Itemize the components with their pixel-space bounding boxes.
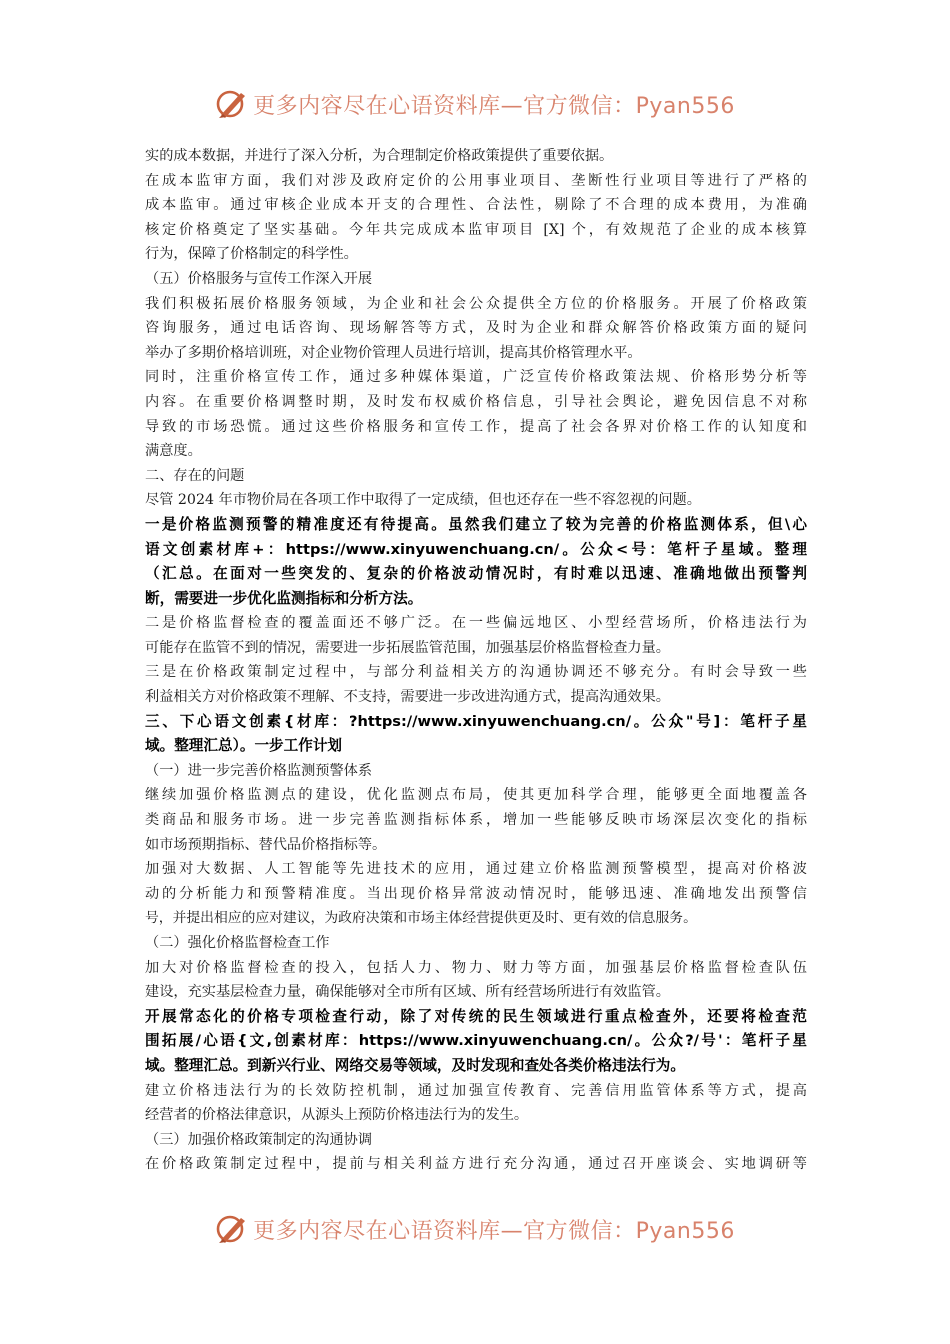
text-line: 我们积极拓展价格服务领域，为企业和社会公众提供全方位的价格服务。开展了价格政策 <box>145 295 807 312</box>
text-line: 导致的市场恐慌。通过这些价格服务和宣传工作，提高了社会各界对价格工作的认知度和 <box>145 418 807 435</box>
pen-logo-icon <box>215 87 249 121</box>
text-line: 在成本监审方面，我们对涉及政府定价的公用事业项目、垄断性行业项目等进行了严格的 <box>145 172 807 189</box>
text-line: 满意度。 <box>145 443 202 460</box>
text-line: 可能存在监管不到的情况，需要进一步拓展监管范围，加强基层价格监督检查力量。 <box>145 639 670 656</box>
text-line: 加大对价格监督检查的投入，包括人力、物力、财力等方面，加强基层价格监督检查队伍 <box>145 959 807 976</box>
text-line: 类商品和服务市场。进一步完善监测指标体系，增加一些能够反映市场深层次变化的指标 <box>145 812 807 829</box>
text-line: 利益相关方对价格政策不理解、不支持，需要进一步改进沟通方式，提高沟通效果。 <box>145 689 670 706</box>
text-line: 举办了多期价格培训班，对企业物价管理人员进行培训，提高其价格管理水平。 <box>145 344 642 361</box>
text-line: 三是在价格政策制定过程中，与部分利益相关方的沟通协调还不够充分。有时会导致一些 <box>145 664 807 681</box>
text-line: 建立价格违法行为的长效防控机制，通过加强宣传教育、完善信用监管体系等方式，提高 <box>145 1082 807 1099</box>
bold-line: （汇总。在面对一些突发的、复杂的价格波动情况时，有时难以迅速、准确地做出预警判 <box>145 565 807 583</box>
document-body <box>145 144 807 1177</box>
text-line: 咨询服务，通过电话咨询、现场解答等方式，及时为企业和群众解答价格政策方面的疑问 <box>145 320 807 337</box>
section-heading: （二）强化价格监督检查工作 <box>145 935 330 951</box>
text-line: 建设，充实基层检查力量，确保能够对全市所有区域、所有经营场所进行有效监管。 <box>145 984 670 1001</box>
pen-logo-icon <box>215 1212 249 1246</box>
text-line: 内容。在重要价格调整时期，及时发布权威价格信息，引导社会舆论，避免因信息不对称 <box>145 393 807 410</box>
bold-line: 域。整理汇总）。一步工作计划 <box>145 737 343 755</box>
bold-line: 一是价格监测预警的精准度还有待提高。虽然我们建立了较为完善的价格监测体系，但\心 <box>145 515 807 533</box>
text-line: 同时，注重价格宣传工作，通过多种媒体渠道，广泛宣传价格政策法规、价格形势分析等 <box>145 369 807 386</box>
bold-line: 断，需要进一步优化监测指标和分析方法。 <box>145 589 423 607</box>
text-line: 加强对大数据、人工智能等先进技术的应用，通过建立价格监测预警模型，提高对价格波 <box>145 861 807 878</box>
footer-banner <box>0 1209 950 1249</box>
text-line: 继续加强价格监测点的建设，优化监测点布局，使其更加科学合理，能够更全面地覆盖各 <box>145 787 807 804</box>
section-heading: （五）价格服务与宣传工作深入开展 <box>145 270 373 287</box>
text-line: 经营者的价格法律意识，从源头上预防价格违法行为的发生。 <box>145 1107 529 1124</box>
text-line: 二是价格监督检查的覆盖面还不够广泛。在一些偏远地区、小型经营场所，价格违法行为 <box>145 615 807 632</box>
header-banner <box>0 84 950 124</box>
bold-line: 域。整理汇总。到新兴行业、网络交易等领域，及时发现和查处各类价格违法行为。 <box>145 1056 685 1074</box>
text-line: 成本监审。通过审核企业成本开支的合理性、合法性，剔除了不合理的成本费用，为准确 <box>145 197 807 214</box>
bold-line: 语文创素材库+：https://www.xinyuwenchuang.cn/。公众<号：笔杆子星域。整理 <box>145 540 807 558</box>
header-banner-text: 更多内容尽在心语资料库—官方微信：Pyan556 <box>253 93 735 119</box>
text-line: 行为，保障了价格制定的科学性。 <box>145 246 358 263</box>
bold-line: 三、下心语文创素{材库：?https://www.xinyuwenchuang.cn/。公众"号]：笔杆子星 <box>145 712 807 730</box>
footer-banner-text: 更多内容尽在心语资料库—官方微信：Pyan556 <box>253 1218 735 1244</box>
section-heading: （一）进一步完善价格监测预警体系 <box>145 762 373 779</box>
bold-line: 开展常态化的价格专项检查行动，除了对传统的民生领域进行重点检查外，还要将检查范 <box>145 1007 807 1025</box>
text-line: 在价格政策制定过程中，提前与相关利益方进行充分沟通，通过召开座谈会、实地调研等 <box>145 1156 807 1173</box>
text-line: 号，并提出相应的应对建议，为政府决策和市场主体经营提供更及时、更有效的信息服务。 <box>145 910 697 927</box>
text-line: 核定价格奠定了坚实基础。今年共完成成本监审项目 [X] 个，有效规范了企业的成本核算 <box>145 221 807 238</box>
bold-line: 围拓展/心语{文,创素材库：https://www.xinyuwenchuang.cn/。公众?/号'：笔杆子星 <box>145 1032 807 1050</box>
text-line: 如市场预期指标、替代品价格指标等。 <box>145 836 387 853</box>
section-heading: 二、存在的问题 <box>145 467 245 484</box>
text-line: 实的成本数据，并进行了深入分析，为合理制定价格政策提供了重要依据。 <box>145 148 614 164</box>
text-line: 尽管 2024 年市物价局在各项工作中取得了一定成绩，但也还存在一些不容忽视的问题。 <box>145 492 701 509</box>
text-line: 动的分析能力和预警精准度。当出现价格异常波动情况时，能够迅速、准确地发出预警信 <box>145 885 807 902</box>
section-heading: （三）加强价格政策制定的沟通协调 <box>145 1131 373 1148</box>
